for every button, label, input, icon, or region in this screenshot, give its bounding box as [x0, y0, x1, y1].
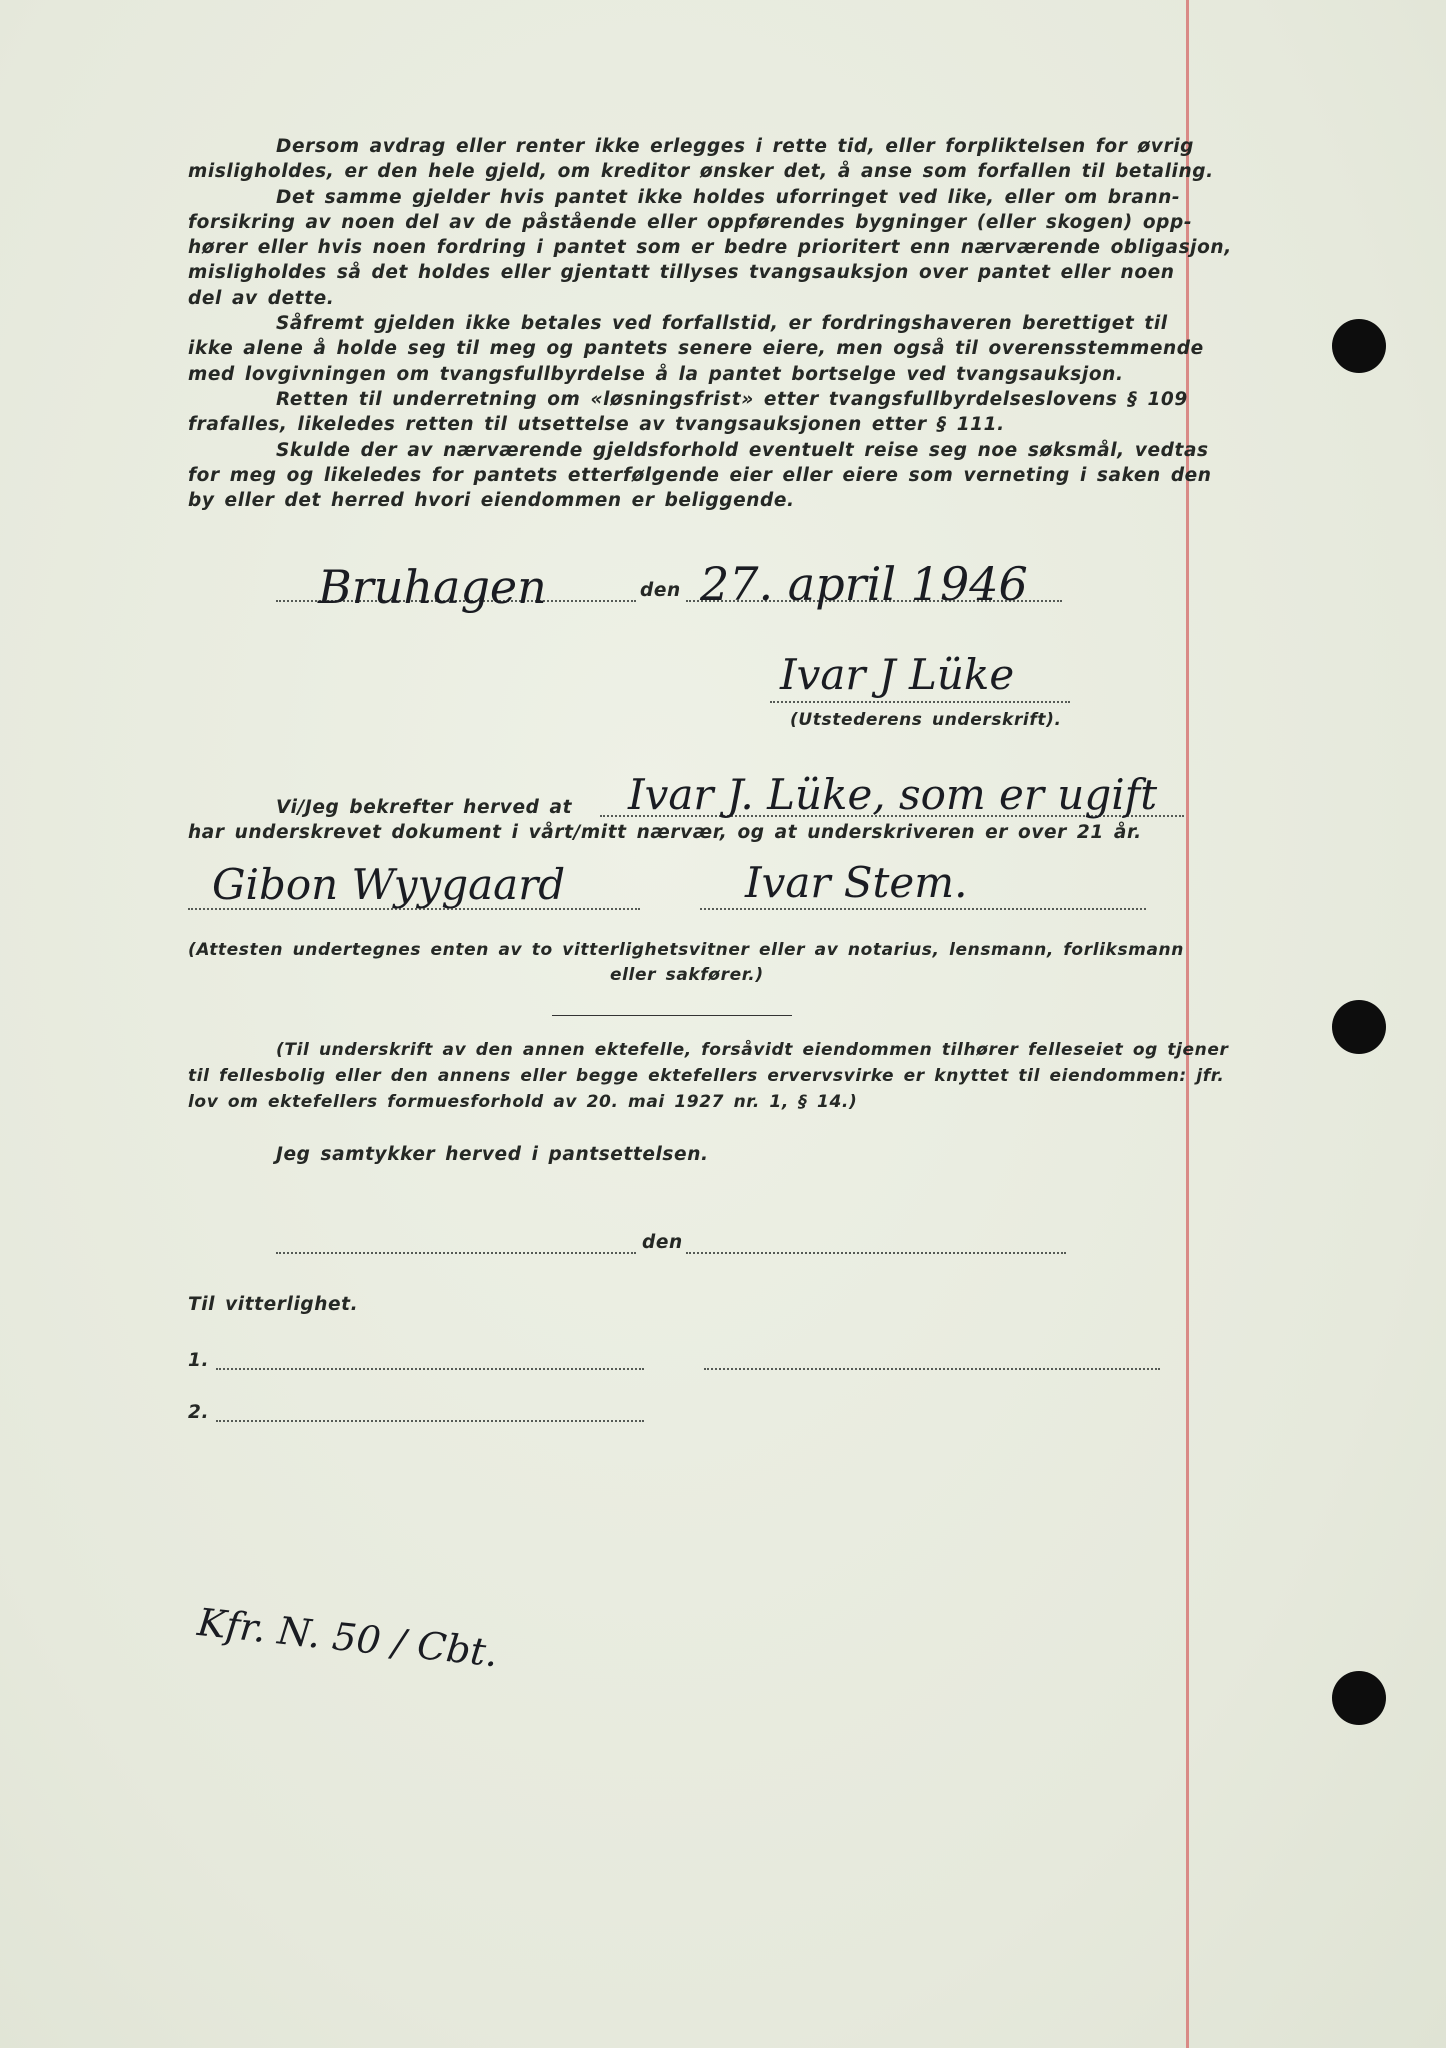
- body-line: Retten til underretning om «løsningsfrist» etter tvangsfullbyrdelseslovens § 109: [276, 388, 1188, 410]
- witness-1-dotted-line-left: [216, 1368, 644, 1370]
- spouse-note-line3: lov om ektefellers formuesforhold av 20. mai 1927 nr. 1, § 14.): [188, 1092, 858, 1112]
- attest-note-line2: eller sakfører.): [610, 965, 764, 985]
- body-line: Det samme gjelder hvis pantet ikke holdes uforringet ved like, eller om brann-: [276, 186, 1181, 208]
- witness-label-2: 2.: [188, 1402, 210, 1423]
- issuer-signature-dotted-line: [770, 701, 1070, 703]
- punch-hole-top: [1332, 319, 1386, 373]
- punch-hole-middle: [1332, 1000, 1386, 1054]
- issuer-signature-caption: (Utstederens underskrift).: [790, 710, 1062, 730]
- registry-note-handwritten: Kfr. N. 50 / Cbt.: [195, 1600, 501, 1676]
- body-line: by eller det herred hvori eiendommen er beliggende.: [188, 490, 795, 512]
- witness2-signature-handwritten: Ivar Stem.: [745, 858, 968, 907]
- witness-2-dotted-line: [216, 1420, 644, 1422]
- witness-subject-handwritten: Ivar J. Lüke, som er ugift: [628, 770, 1158, 819]
- body-line: hører eller hvis noen fordring i pantet som er bedre prioritert enn nærværende obligasjon,: [188, 237, 1232, 259]
- consent-den-label: den: [642, 1232, 683, 1253]
- body-line: med lovgivningen om tvangsfullbyrdelse å la pantet bortselge ved tvangsauksjon.: [188, 363, 1124, 385]
- body-line: Skulde der av nærværende gjeldsforhold eventuelt reise seg noe søksmål, vedtas: [276, 439, 1209, 461]
- body-line: del av dette.: [188, 287, 335, 309]
- spouse-note-line2: til fellesbolig eller den annens eller begge ektefellers ervervsvirke er knyttet til eiendommen: jfr.: [188, 1066, 1225, 1086]
- place-handwritten: Bruhagen: [318, 560, 547, 614]
- witness-confirm-prefix: Vi/Jeg bekrefter herved at: [276, 797, 573, 818]
- body-line: ikke alene å holde seg til meg og pantets senere eiere, men også til overensstemmende: [188, 338, 1204, 360]
- body-line: for meg og likeledes for pantets etterfølgende eier eller eiere som verneting i saken den: [188, 464, 1212, 486]
- spouse-note-line1: (Til underskrift av den annen ektefelle, forsåvidt eiendommen tilhører felleseiet og tjener: [276, 1040, 1229, 1060]
- date-handwritten: 27. april 1946: [700, 557, 1028, 611]
- body-line: frafalles, likeledes retten til utsettelse av tvangsauksjonen etter § 111.: [188, 414, 1005, 436]
- consent-date-dotted-line: [686, 1252, 1066, 1254]
- separator-line: [552, 1015, 792, 1016]
- witness-label-1: 1.: [188, 1350, 210, 1371]
- body-line: misligholdes, er den hele gjeld, om kreditor ønsker det, å anse som forfallen til betaling.: [188, 161, 1214, 183]
- witness-confirm-line2: har underskrevet dokument i vårt/mitt nærvær, og at underskriveren er over 21 år.: [188, 822, 1142, 843]
- body-line: Dersom avdrag eller renter ikke erlegges i rette tid, eller forpliktelsen for øvrig: [276, 136, 1194, 157]
- body-line: Såfremt gjelden ikke betales ved forfallstid, er fordringshaveren berettiget til: [276, 313, 1168, 335]
- body-line: forsikring av noen del av de påstående eller oppførendes bygninger (eller skogen) opp-: [188, 211, 1193, 233]
- witness1-signature-handwritten: Gibon Wyygaard: [212, 860, 566, 909]
- body-line: misligholdes så det holdes eller gjentatt tillyses tvangsauksjon over pantet eller noen: [188, 262, 1175, 284]
- consent-place-dotted-line: [276, 1252, 636, 1254]
- consent-text: Jeg samtykker herved i pantsettelsen.: [276, 1144, 709, 1165]
- issuer-signature-handwritten: Ivar J Lüke: [780, 650, 1015, 699]
- place-date-den-label: den: [640, 580, 681, 601]
- attest-note-line1: (Attesten undertegnes enten av to vitterlighetsvitner eller av notarius, lensmann, forliksmann: [188, 940, 1184, 960]
- punch-hole-bottom: [1332, 1671, 1386, 1725]
- witness-1-dotted-line-right: [704, 1368, 1160, 1370]
- witness2-dotted-line: [700, 908, 1146, 910]
- body-text: [188, 134, 1232, 513]
- witness-heading: Til vitterlighet.: [188, 1294, 359, 1315]
